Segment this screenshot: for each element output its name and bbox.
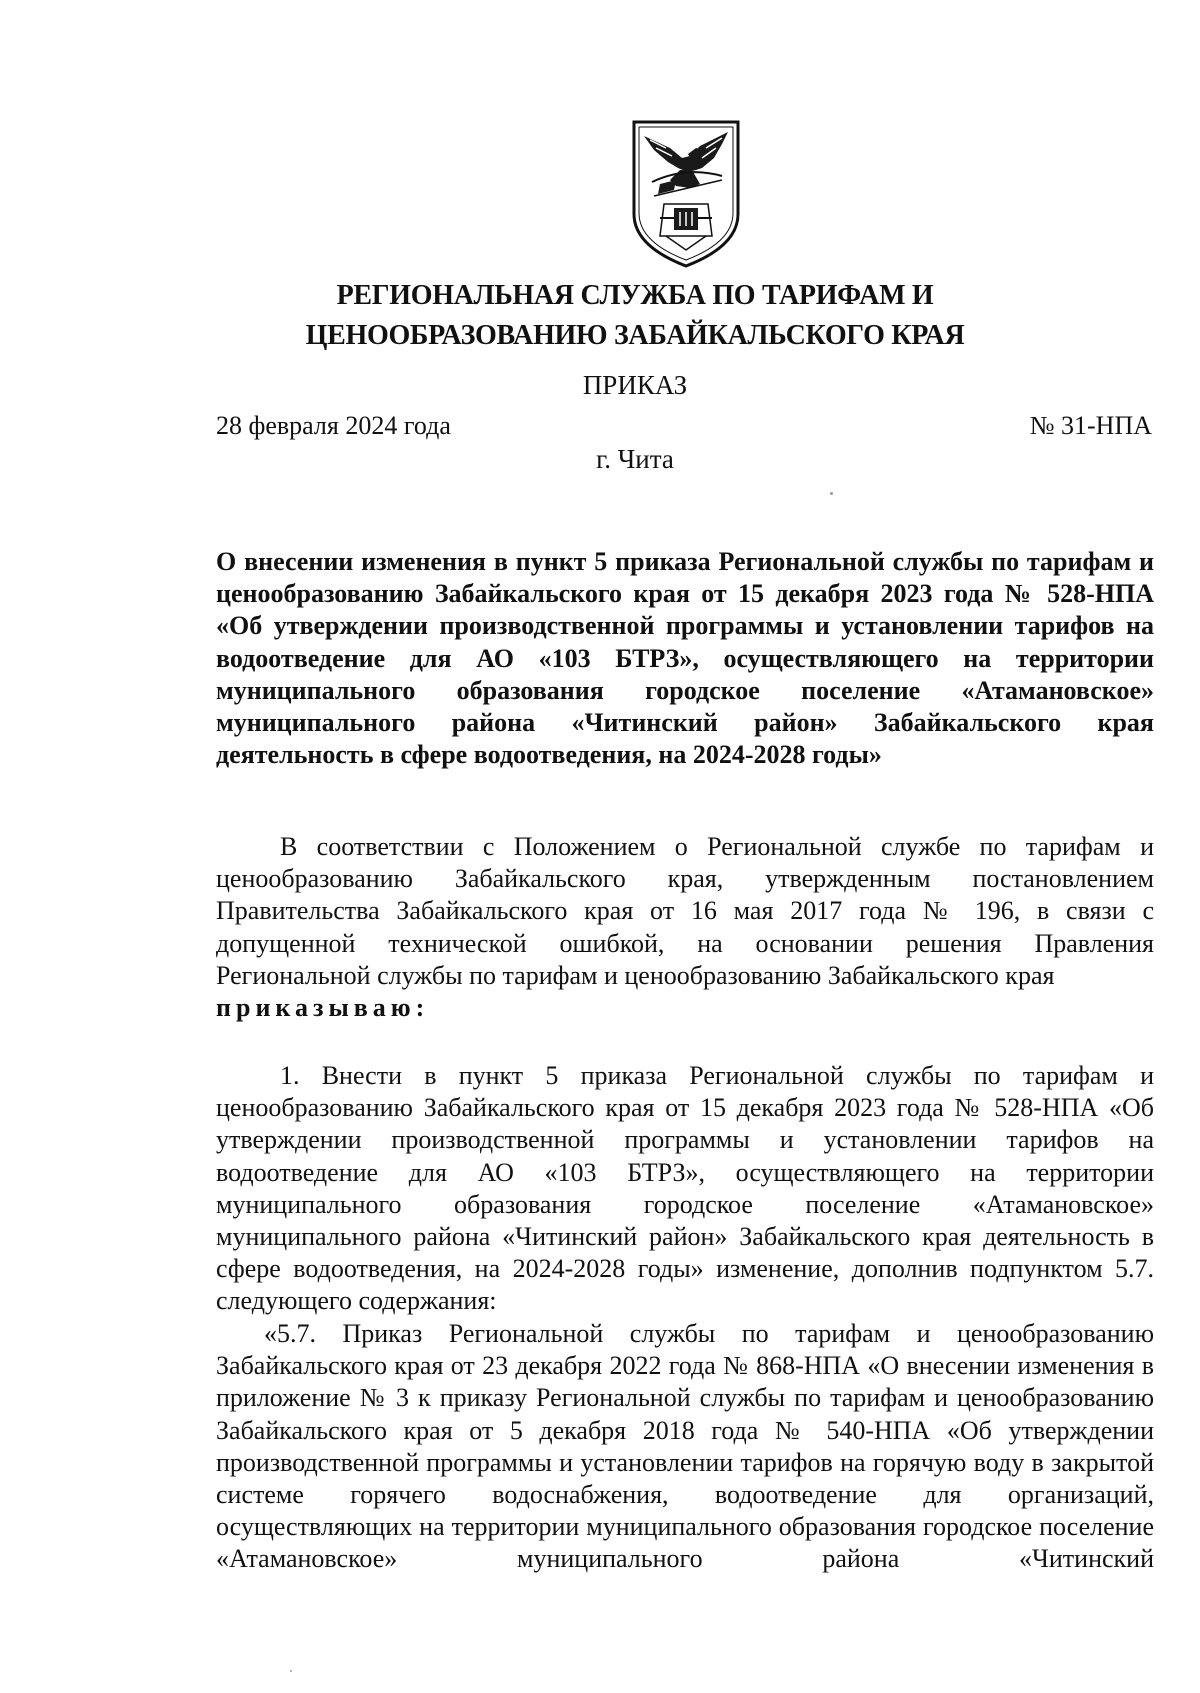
agency-name-line1: РЕГИОНАЛЬНАЯ СЛУЖБА ПО ТАРИФАМ И: [336, 280, 934, 311]
scan-speck: [830, 492, 833, 495]
document-number: № 31-НПА: [1029, 411, 1152, 440]
document-type: ПРИКАЗ: [582, 370, 688, 400]
coat-of-arms-icon: [630, 118, 742, 270]
document-date: 28 февраля 2024 года: [216, 411, 451, 440]
agency-name-line2: ЦЕНООБРАЗОВАНИЮ ЗАБАЙКАЛЬСКОГО КРАЯ: [305, 320, 965, 351]
document-title-text: О внесении изменения в пункт 5 приказа Региональной службы по тарифам и ценообразованию Забайкальского края от 15 декабря 2023 года № 528-НПА «Об утверждении производственной программы и установлении тарифов на водоотведение для АО «103 БТРЗ», осуществляющего на территории муниципального образования городское поселение «Атамановское» муниципального района «Читинский район» Забайкальского края деятельность в сфере водоотведения, на 2024-2028 годы»: [216, 547, 1154, 770]
order-subitem-5-7: [216, 1318, 1154, 1576]
scan-speck: [290, 1670, 292, 1672]
order-subitem-5-7-text: «5.7. Приказ Региональной службы по тарифам и ценообразованию Забайкальского края от 23 декабря 2022 года № 868-НПА «О внесении изменения в приложение № 3 к приказу Региональной службы по тарифам и ценообразованию Забайкальского края от 5 декабря 2018 года № 540-НПА «Об утверждении производственной программы и установлении тарифов на горячую воду в закрытой системе горячего водоснабжения, водоотведение для организаций, осуществляющих на территории муниципального образования городское поселение «Атамановское» муниципального района «Читинский: [216, 1319, 1154, 1574]
preamble-text: В соответствии с Положением о Региональной службе по тарифам и ценообразованию Забайкальского края, утвержденным постановлением Правительства Забайкальского края от 16 мая 2017 года № 196, в связи с допущенной технической ошибкой, на основании решения Правления Региональной службы по тарифам и ценообразованию Забайкальского края: [216, 832, 1154, 990]
document-city: г. Чита: [596, 444, 674, 474]
order-item-1-text: 1. Внести в пункт 5 приказа Региональной службы по тарифам и ценообразованию Забайкальского края от 15 декабря 2023 года № 528-НПА «Об утверждении производственной программы и установлении тарифов на водоотведение для АО «103 БТРЗ», осуществляющего на территории муниципального образования городское поселение «Атамановское» муниципального района «Читинский район» Забайкальского края деятельность в сфере водоотведения, на 2024-2028 годы» изменение, дополнив подпунктом 5.7. следующего содержания:: [216, 1061, 1154, 1316]
agency-name: [190, 276, 1080, 356]
document-title: [216, 546, 1154, 771]
order-word: приказываю:: [216, 993, 430, 1023]
preamble-paragraph: [216, 831, 1154, 1024]
order-item-1: [216, 1060, 1154, 1318]
